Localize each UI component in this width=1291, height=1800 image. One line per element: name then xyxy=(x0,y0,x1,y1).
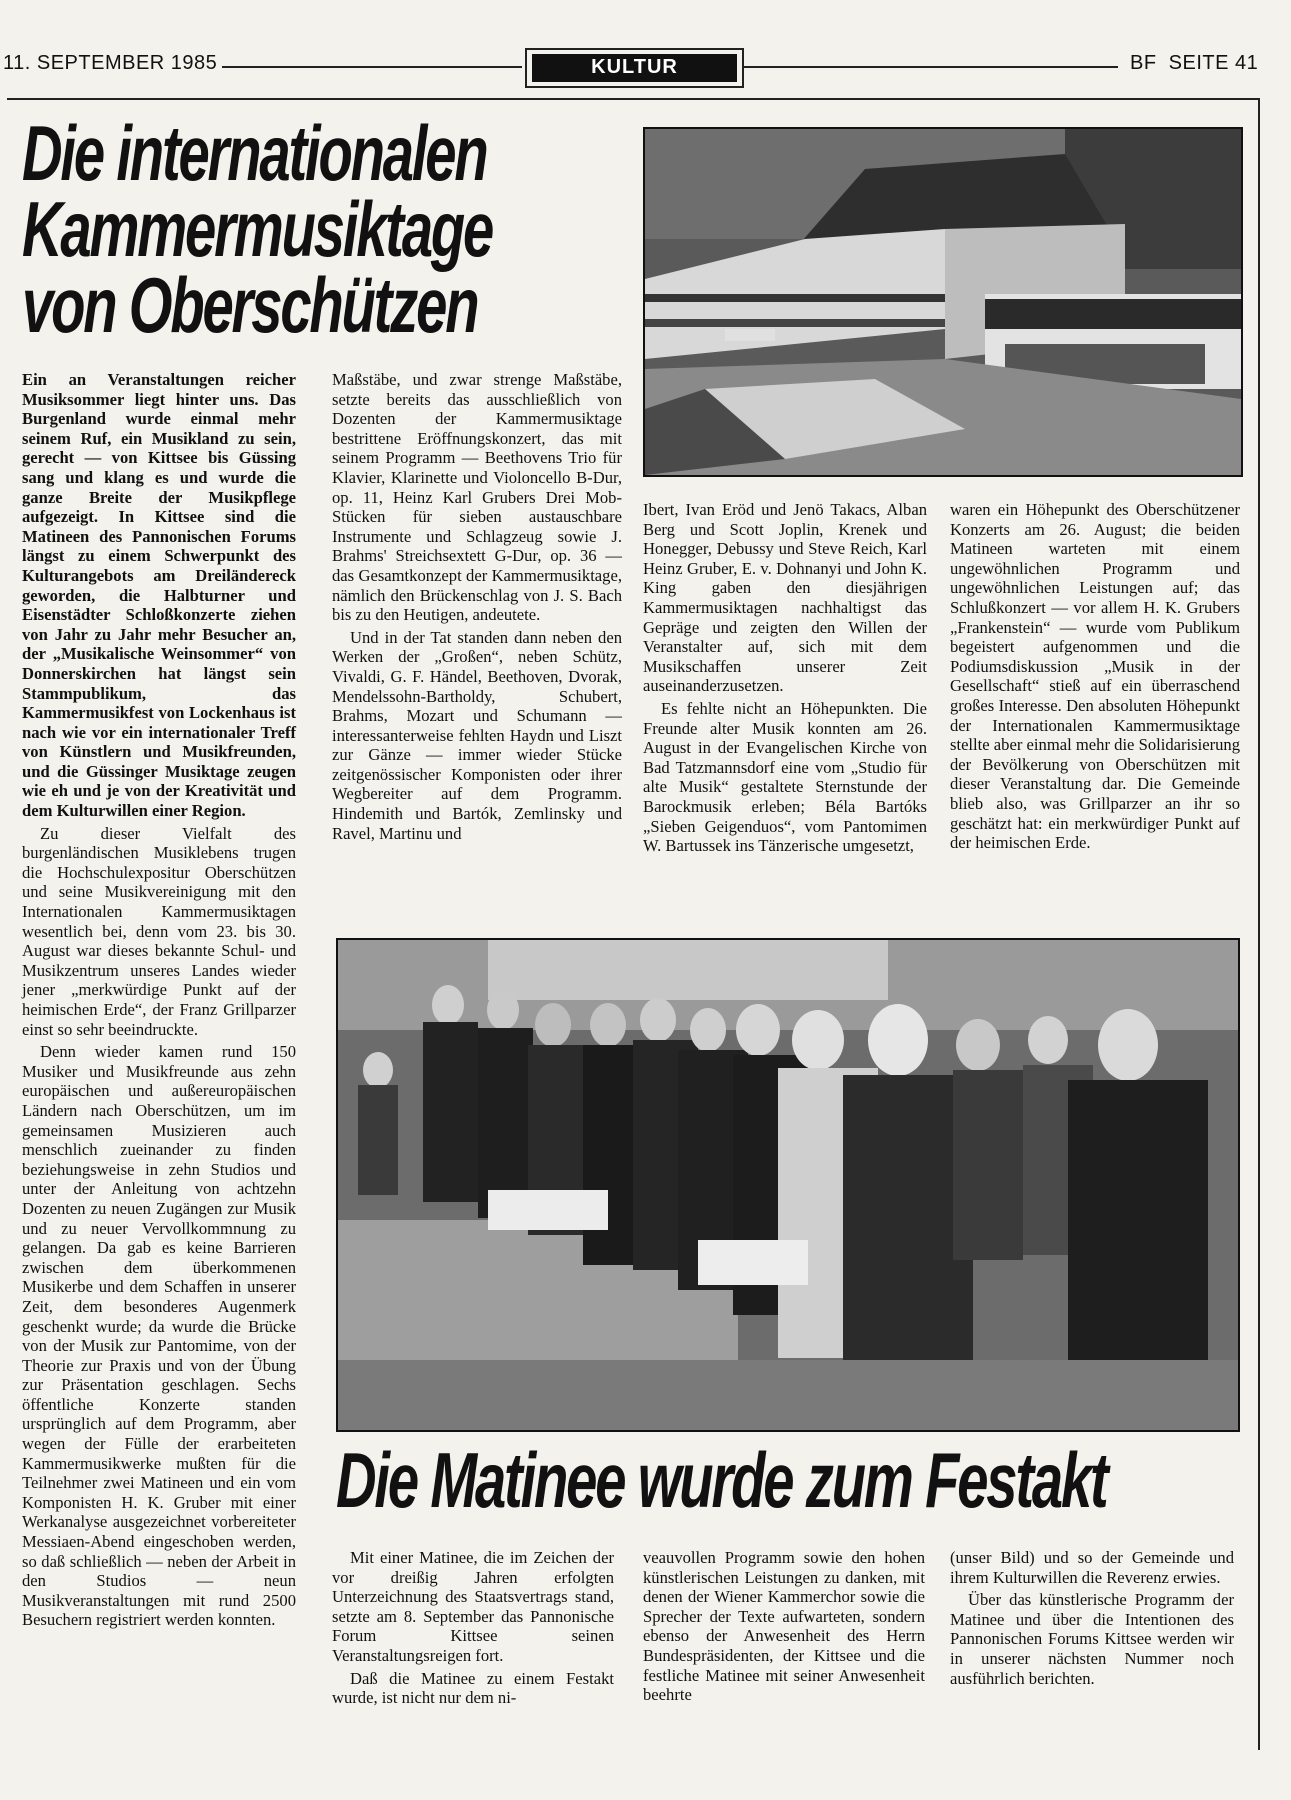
building-photo xyxy=(643,127,1243,477)
body-paragraph: Daß die Matinee zu einem Festakt wurde, ist nicht nur dem ni- xyxy=(332,1668,614,1708)
body-paragraph: waren ein Höhepunkt des Oberschützener Konzerts am 26. August; die beiden Matineen warteten mit einem ungewöhnlichen Programm und ungewöhnlichen Leistungen auf; das Schlußkonzert — vor allem H. K. Grubers „Frankenstein“ — wurde vom Publikum begeistert aufgenommen und die Podiumsdiskussion „Musik in der Gesellschaft“ stieß auf ein überraschend großes Interesse. Den absoluten Höhepunkt der Internationalen Kammermusiktage stellte aber einmal mehr die Solidarisierung der Bevölkerung von Oberschützen mit dieser Veranstaltung dar. Die Gemeinde blieb also, was Grillparzer an ihr so geschätzt hat: ein merkwürdiger Punkt auf der heimischen Erde. xyxy=(950,500,1240,853)
section-label-box xyxy=(525,48,744,88)
body-paragraph: Ibert, Ivan Eröd und Jenö Takacs, Alban Berg und Scott Joplin, Krenek und Honegger, Debussy und Steve Reich, Karl Heinz Gruber, E. v. Dohnanyi und John K. King gaben den diesjährigen Kammermusiktagen nachhaltigst das Gepräge und zeigten den Willen der Veranstalter auf, sich mit dem Musikschaffen unserer Zeit auseinanderzusetzen. xyxy=(643,500,927,696)
header-rule-right xyxy=(743,66,1118,68)
building-image xyxy=(645,129,1241,475)
article1-column-3 xyxy=(643,500,927,859)
lead-paragraph: Ein an Veranstaltungen reicher Musiksommer liegt hinter uns. Das Burgenland wurde einmal mehr seinem Ruf, ein Musikland zu sein, gerecht — von Kittsee bis Güssing sang und klang es und wurde die ganze Breite der Musikpflege aufgezeigt. In Kittsee sind die Matineen des Pannonischen Forums längst zu einem Schwerpunkt des Kulturangebots am Dreiländereck geworden, die Halbturner und Eisenstädter Schloßkonzerte ziehen von Jahr zu Jahr mehr Besucher an, der „Musikalische Weinsommer“ von Donnerskirchen hat längst sein Stammpublikum, das Kammermusikfest von Lockenhaus ist nach wie vor ein internationaler Treff von Künstlern und Musikfreunden, und die Güssinger Musiktage zeugen wie eh und je von der Kreativität und dem Kulturwillen einer Region. xyxy=(22,370,296,821)
audience-image xyxy=(338,940,1238,1430)
article1-column-2 xyxy=(332,370,622,846)
body-paragraph: Zu dieser Vielfalt des burgenländischen Musiklebens trugen die Hochschulexpositur Oberschützen und seine Musikvereinigung mit den Internationalen Kammermusiktagen wesentlich bei, denn vom 23. bis 30. August war dieses bekannte Schul- und Musikzentrum unseres Landes wieder jener „merkwürdige Punkt auf der heimischen Erde“, der Franz Grillparzer einst so sehr beeindruckte. xyxy=(22,823,296,1039)
body-paragraph: Es fehlte nicht an Höhepunkten. Die Freunde alter Musik konnten am 26. August in der Evangelischen Kirche von Bad Tatzmannsdorf eine vom „Studio für alte Musik“ gestaltete Sternstunde der Barockmusik erleben; Béla Bartóks „Sieben Geigenduos“, vom Pantomimen W. Bartussek ins Tänzerische umgesetzt, xyxy=(643,698,927,856)
audience-photo xyxy=(336,938,1240,1432)
headline-line-3: von Oberschützen xyxy=(22,261,478,349)
body-paragraph: veauvollen Programm sowie den hohen künstlerischen Leistungen zu danken, mit denen der Wiener Kammerchor sowie die Sprecher der Texte aufwarteten, sondern ebenso der Anwesenheit des Herrn Bundespräsidenten, der Kittsee und die festliche Matinee mit seiner Anwesenheit beehrte xyxy=(643,1548,925,1705)
body-paragraph: Maßstäbe, und zwar strenge Maßstäbe, setzte bereits das ausschließlich von Dozenten der Kammermusiktage bestrittene Eröffnungskonzert, das mit seinem Programm — Beethovens Trio für Klavier, Klarinette und Violoncello B-Dur, op. 11, Heinz Karl Grubers Drei Mob-Stücken für sieben austauschbare Instrumente und Schlagzeug sowie J. Brahms' Streichsextett G-Dur, op. 36 — das Gesamtkonzept der Kammermusiktage, nämlich den Brückenschlag von J. S. Bach bis zu den Heutigen, andeutete. xyxy=(332,370,622,625)
headline-line-1: Die internationalen xyxy=(22,109,487,197)
body-paragraph: Über das künstlerische Programm der Matinee und über die Intentionen des Pannonischen Forums Kittsee werden wir in unserer nächsten Nummer noch ausführlich berichten. xyxy=(950,1590,1234,1688)
article1-column-1 xyxy=(22,370,296,1633)
article2-column-3 xyxy=(950,1548,1234,1691)
article1-column-4 xyxy=(950,500,1240,856)
headline-secondary: Die Matinee wurde zum Festakt xyxy=(336,1436,1107,1524)
issue-date: 11. SEPTEMBER 1985 xyxy=(3,52,218,74)
section-label: KULTUR xyxy=(532,54,737,82)
header-rule-left xyxy=(222,66,522,68)
body-paragraph: Und in der Tat standen dann neben den Werken der „Großen“, neben Schütz, Vivaldi, G. F. Händel, Beethoven, Dvorak, Mendelssohn-Bartholdy, Schubert, Brahms, Mozart und Schumann — interessanterweise fehlten Haydn und Liszt zur Gänze — immer wieder Stücke zeitgenössischer Komponisten oder ihrer Wegbereiter auf dem Programm. Hindemith und Bartók, Zemlinsky und Ravel, Martinu und xyxy=(332,627,622,843)
body-paragraph: Mit einer Matinee, die im Zeichen der vor dreißig Jahren erfolgten Unterzeichnung des Staatsvertrags stand, setzte am 8. September das Pannonische Forum Kittsee seinen Veranstaltungsreigen fort. xyxy=(332,1548,614,1665)
body-paragraph: Denn wieder kamen rund 150 Musiker und Musikfreunde aus zehn europäischen und außereuropäischen Ländern nach Oberschützen, um im gemeinsamen Musizieren auch menschlich zueinander zu finden beziehungsweise in zehn Studios und unter der Anleitung von achtzehn Dozenten zu neuen Zugängen zur Musik und zu neuer Vervollkommnung zu gelangen. Da gab es keine Barrieren zwischen dem überkommenen Musikerbe und dem Schaffen in unserer Zeit, dem besonderes Augenmerk geschenkt wurde; da wurde die Brücke von der Musik zur Pantomime, von der Theorie zur Praxis und von der Übung zur Präsentation geschlagen. Sechs öffentliche Konzerte standen ursprünglich auf dem Programm, aber wegen der Fülle der erarbeiteten Kammermusikwerke mußten für die Teilnehmer zwei Matineen und ein vom Komponisten H. K. Gruber mit einer Werkanalyse ausgezeichnet vorbereiteter Messiaen-Abend eingeschoben werden, so daß schließlich — neben der Arbeit in den Studios — neun Musikveranstaltungen mit rund 2500 Besuchern registriert werden konnten. xyxy=(22,1042,296,1630)
headline-main xyxy=(22,109,634,349)
body-paragraph: (unser Bild) und so der Gemeinde und ihrem Kulturwillen die Reverenz erwies. xyxy=(950,1548,1234,1587)
article2-column-1 xyxy=(332,1548,614,1711)
headline-line-2: Kammermusiktage xyxy=(22,185,493,273)
article2-column-2 xyxy=(643,1548,925,1708)
page-number: BF SEITE 41 xyxy=(1130,52,1259,74)
